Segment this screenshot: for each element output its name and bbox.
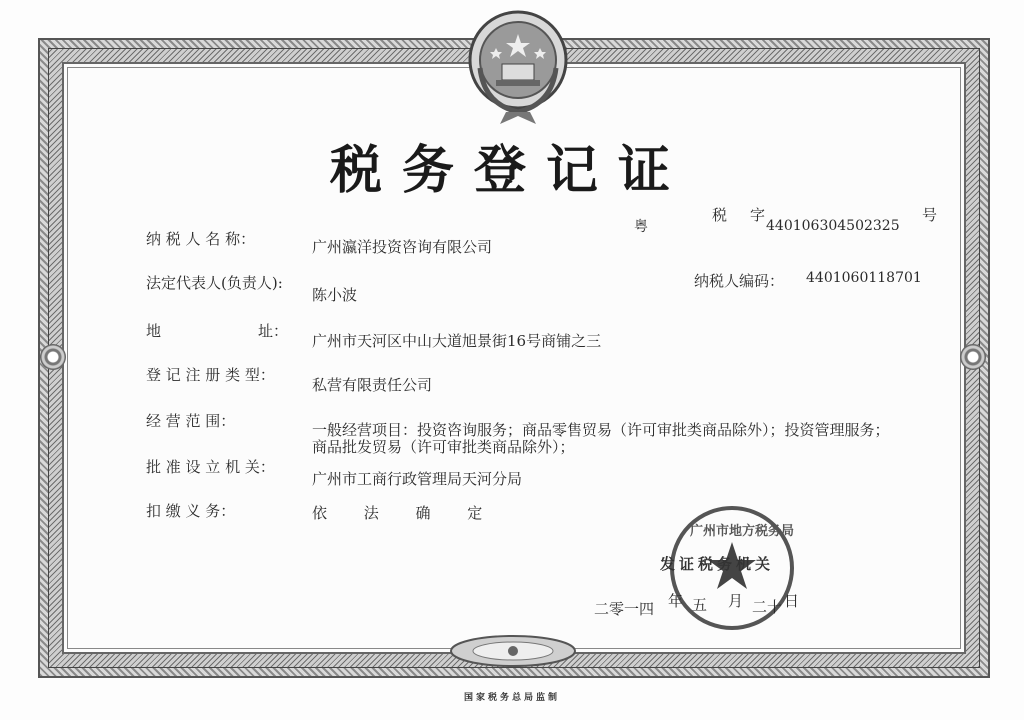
- issue-year: 二零一四: [594, 600, 655, 618]
- address-label-right: 址：: [258, 322, 289, 340]
- border-knot-left: [40, 344, 66, 370]
- tax-char: 税: [712, 206, 728, 224]
- issue-year-unit: 年: [668, 592, 684, 610]
- supervision-footer: 国家税务总局监制: [463, 693, 560, 703]
- business-scope-label: 经 营 范 围：: [146, 412, 236, 430]
- certificate-title: 税务登记证: [329, 140, 690, 201]
- tax-suffix: 号: [922, 206, 938, 224]
- issue-day-unit: 日: [784, 592, 800, 610]
- withholding-obligation-value: 依 法 确 定: [312, 504, 499, 522]
- taxpayer-name-value: 广州瀛洋投资咨询有限公司: [312, 238, 493, 256]
- tax-registration-number: 440106304502325: [766, 218, 900, 234]
- legal-representative-label: 法定代表人(负责人):: [146, 274, 283, 292]
- issue-month: 五: [692, 596, 708, 614]
- address-value: 广州市天河区中山大道旭景街16号商铺之三: [312, 332, 602, 350]
- tax-char-2: 字: [750, 206, 766, 224]
- approval-authority-value: 广州市工商行政管理局天河分局: [312, 470, 523, 488]
- registration-type-value: 私营有限责任公司: [312, 376, 433, 394]
- issue-month-unit: 月: [728, 592, 744, 610]
- national-emblem-icon: [466, 8, 570, 126]
- business-scope-value: 一般经营项目：投资咨询服务；商品零售贸易（许可审批类商品除外）；投资管理服务；商品批发贸易（许可审批类商品除外）；: [312, 421, 890, 456]
- taxpayer-code: 4401060118701: [806, 270, 922, 286]
- tax-prefix: 粤: [634, 219, 648, 235]
- address-label-left: 地: [146, 322, 162, 340]
- issue-day: 二十: [752, 598, 783, 616]
- approval-authority-label: 批 准 设 立 机 关：: [146, 458, 275, 476]
- taxpayer-code-label: 纳税人编码：: [694, 272, 785, 290]
- seal-ring-text: 广州市地方税务局: [690, 524, 795, 539]
- legal-representative-value: 陈小波: [312, 286, 358, 304]
- registration-type-label: 登 记 注 册 类 型：: [146, 366, 275, 384]
- taxpayer-name-label: 纳 税 人 名 称：: [146, 230, 256, 248]
- issuing-authority: 发证税务机关: [660, 555, 775, 573]
- border-knot-right: [960, 344, 986, 370]
- bottom-ornament-icon: [448, 634, 578, 668]
- withholding-obligation-label: 扣 缴 义 务：: [146, 502, 236, 520]
